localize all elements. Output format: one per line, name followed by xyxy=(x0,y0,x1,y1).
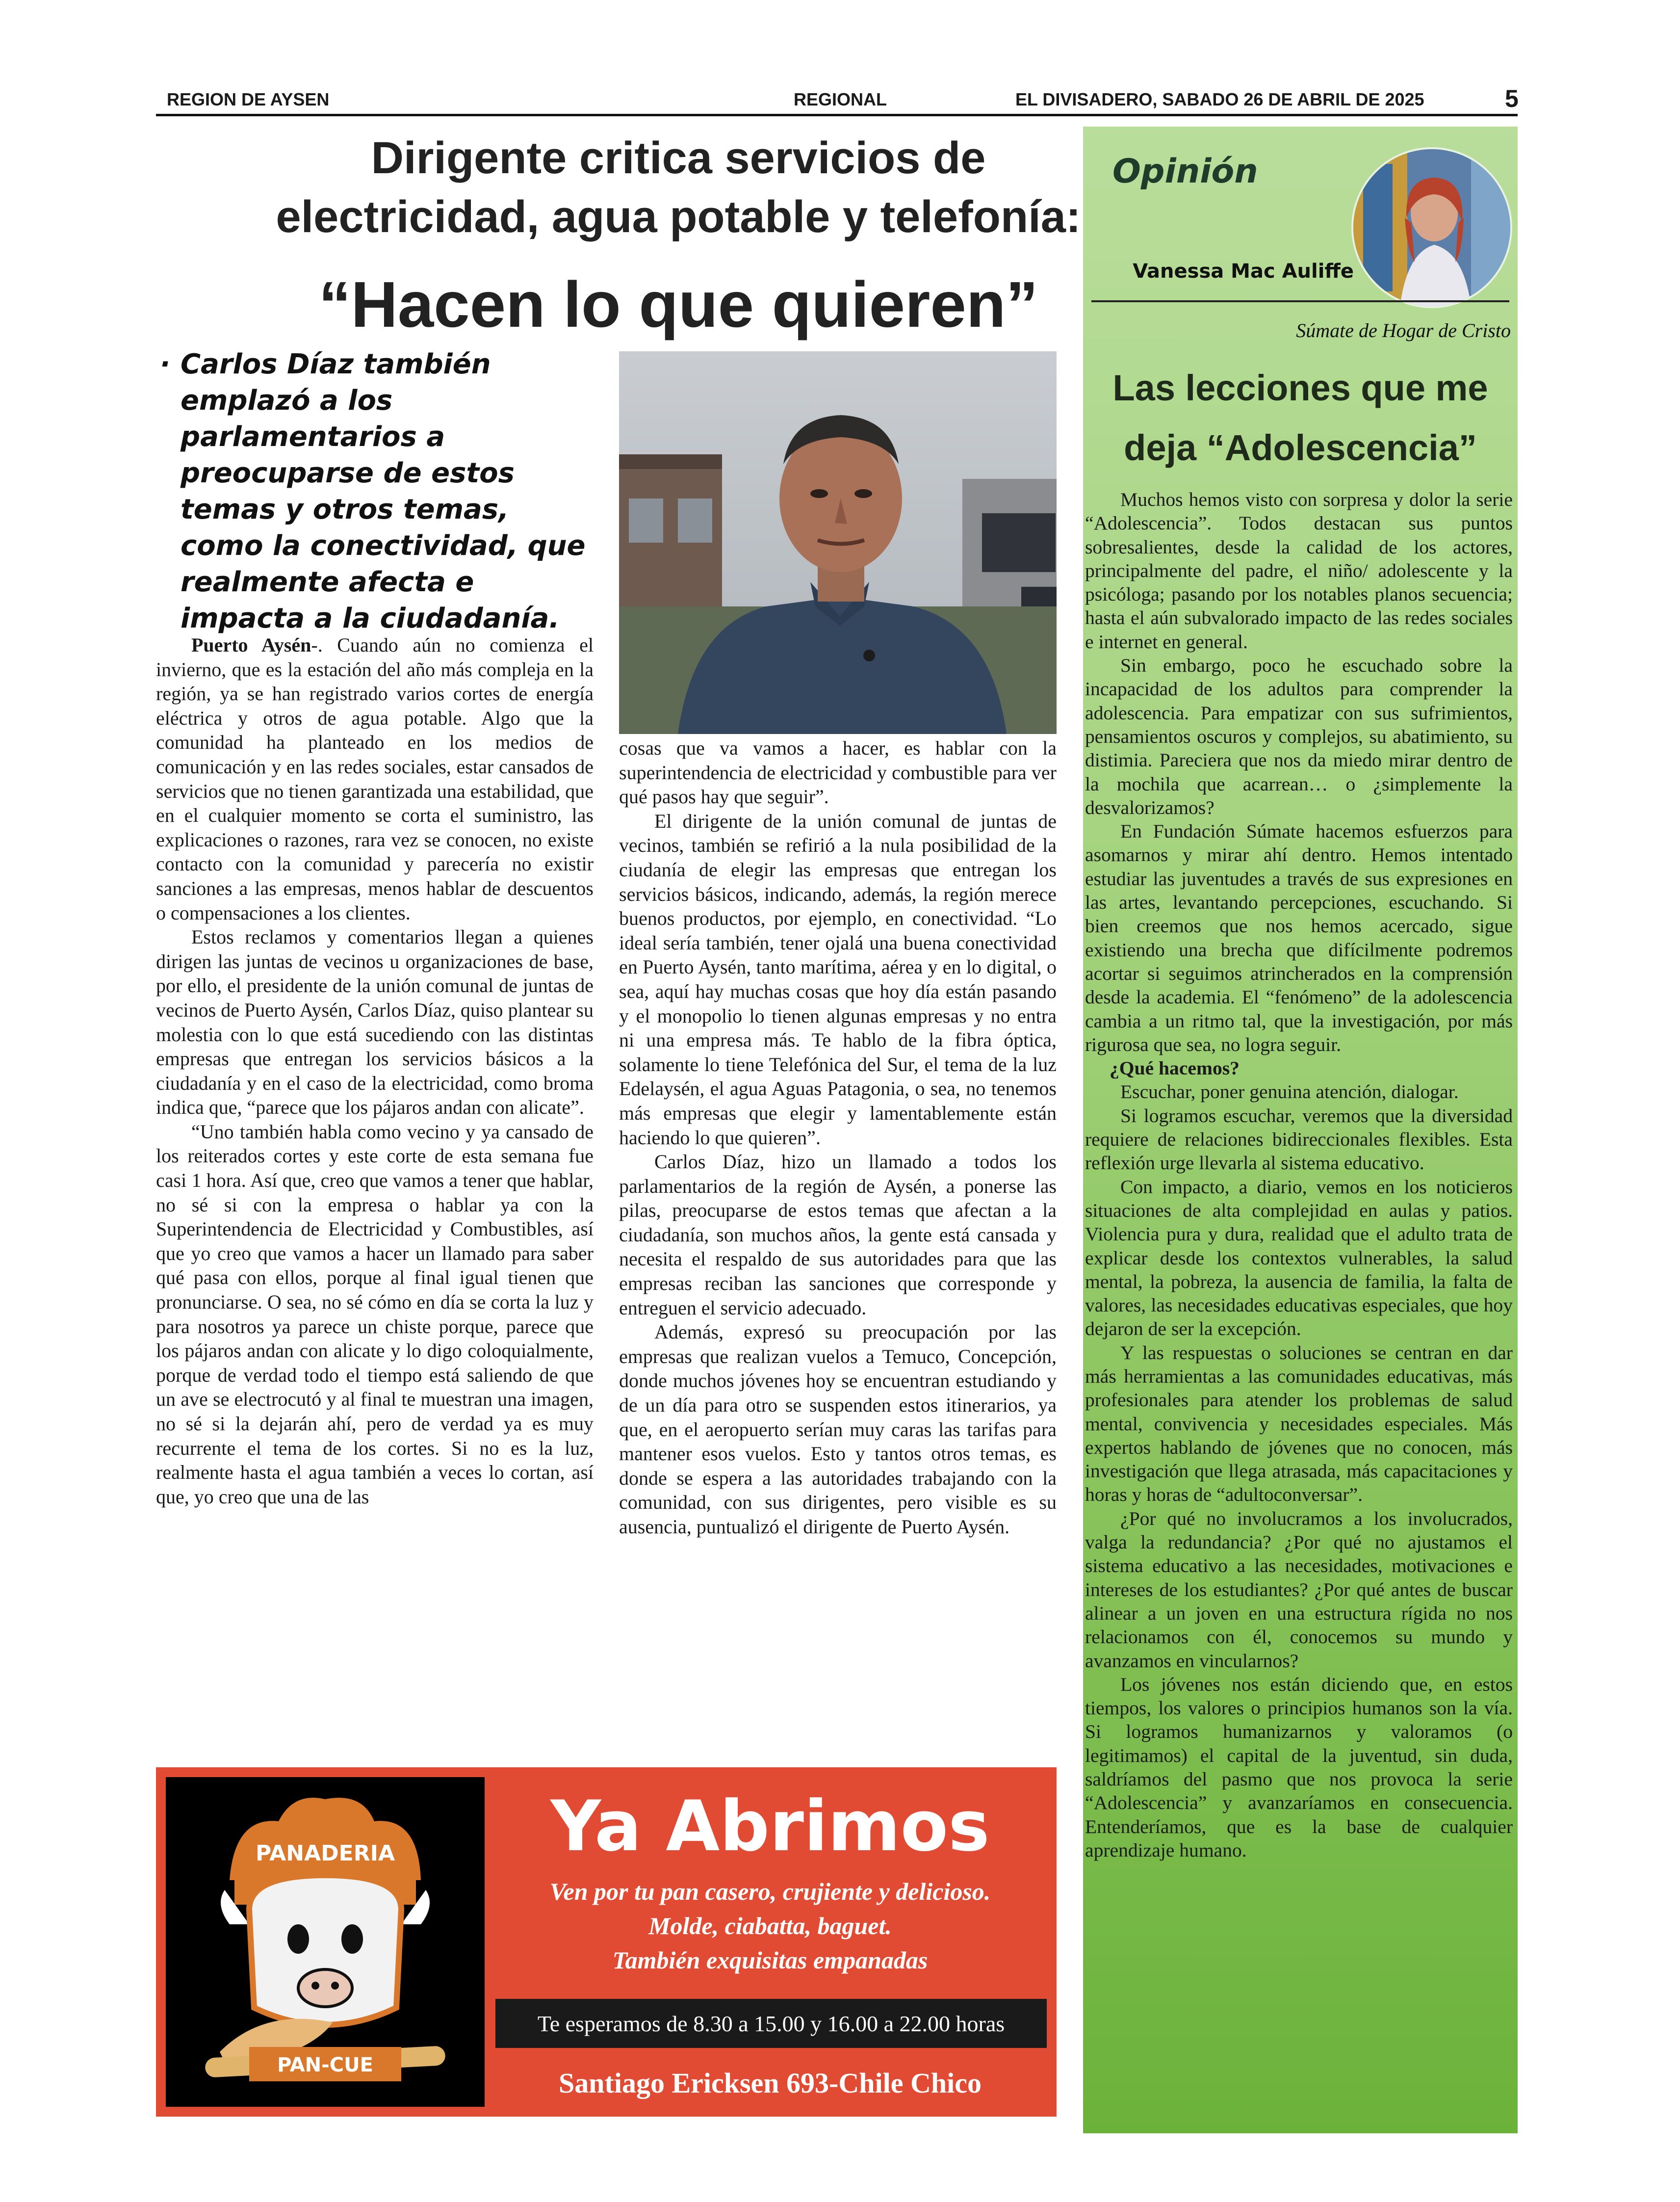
bullet-icon: · xyxy=(160,348,171,380)
section-category: REGIONAL xyxy=(794,89,887,109)
bakery-logo xyxy=(166,1777,485,2107)
author-portrait xyxy=(1351,147,1512,308)
opinion-paragraph-7: Y las respuestas o soluciones se centran en dar más herramientas a las comunidades educativas, más profesionales para atender los problemas de salud mental, convivencia y necesidades especiales. Más expertos hablando de jóvenes que no conocen, más investigación que llega atrasada, más capacitaciones y horas y horas de “adultoconversar”. xyxy=(1085,1341,1513,1506)
section-label: REGION DE AYSEN xyxy=(167,89,330,109)
opinion-paragraph-9: Los jóvenes nos están diciendo que, en estos tiempos, los valores o principios humanos son la vía. Si logramos humanizarnos y valoramos (o legitimamos) el capital de la juventud, sin duda, saldríamos del pasmo que nos provoca la serie “Adolescencia” y avanzaríamos en consecuencia. Entenderíamos, que es la base de cualquier aprendizaje humano. xyxy=(1085,1673,1513,1861)
paragraph-3: “Uno también habla como vecino y ya cansado de los reiterados cortes y este corte de esta semana fue casi 1 hora. Así que, creo que vamos a tener que hablar, no sé si con la empresa o hablar ya con la Superintendencia de Electricidad y Combustibles, así que yo creo que vamos a hacer un llamado para saber qué pasa con ellos, porque al final igual tienen que pronunciarse. O sea, no sé cómo en día se corta la luz y para nosotros ya parece un chiste porque, parece que los pájaros andan con alicate y lo digo coloquialmente, porque de verdad todo el tiempo está saliendo de que un ave se electrocutó y al final te muestran una imagen, no sé si la dejarán ahí, pero de verdad ya es muy recurrente el tema de los cortes. Si no es la luz, realmente hasta el agua también a veces lo cortan, así que, yo creo que una de las xyxy=(156,1120,594,1508)
opinion-paragraph-3: En Fundación Súmate hacemos esfuerzos para asomarnos y mirar ahí dentro. Hemos intentado estudiar las juventudes a través de sus expresiones en las artes, levantando percepciones, escuchando. Si bien creemos que nos hemos acercado, sigue existiendo una brecha que difícilmente podremos acortar si seguimos atrincherados en la comprensión desde la academia. El “fenómeno” de la adolescencia cambia a un ritmo tal, que la investigación, por más rigurosa que sea, no logra seguir. xyxy=(1085,820,1513,1055)
paragraph-5: El dirigente de la unión comunal de juntas de vecinos, también se refirió a la nula posibilidad de la ciudanía de elegir las empresas que entregan los servicios básicos, indicando, además, la región merece buenos productos, por ejemplo, en conectividad. “Lo ideal sería también, tener ojalá una buena conectividad en Puerto Aysén, tanto marítima, aérea y en lo digital, o sea, aquí hay muchas cosas que hoy día están pasando y el monopolio lo tienen algunas empresas y no entra ni una empresa más. Te hablo de la fibra óptica, solamente lo tiene Telefónica del Sur, el tema de la luz Edelaysén, el agua Aguas Patagonia, o sea, no tenemos más empresas que elegir y lamentablemente están haciendo lo que quieren”. xyxy=(619,810,1057,1149)
paragraph-1-text: -. Cuando aún no comienza el invierno, que es la estación del año más compleja en la región, ya se han registrado varios cortes de energía eléctrica y otros de agua potable. Algo que la comunidad ha planteado en los medios de comunicación y en las redes sociales, estar cansados de servicios que no tienen garantizada una estabilidad, que en el cualquier momento se corta el suministro, las explicaciones o razones, rara vez se conocen, no existe contacto con la comunidad y parecería no existir sanciones a las empresas, menos hablar de descuentos o compensaciones a los clientes. xyxy=(156,634,594,924)
opinion-title-line-2: deja “Adolescencia” xyxy=(1124,427,1477,468)
opinion-paragraph-5: Si logramos escuchar, veremos que la diversidad requiere de relaciones bidireccionales flexibles. Esta reflexión urge llevarla al sistema educativo. xyxy=(1085,1104,1513,1174)
page-number: 5 xyxy=(1505,85,1519,112)
headline-quote: “Hacen lo que quieren” xyxy=(318,268,1038,341)
opinion-paragraph-6: Con impacto, a diario, vemos en los noticieros situaciones de alta complejidad en aulas y patios. Violencia pura y dura, realidad que el adulto trata de explicar desde los contextos vulnerables, la salud mental, la pobreza, la ausencia de familia, la falta de valores, las necesidades educativas especiales, que hoy dejaron de ser la excepción. xyxy=(1085,1176,1513,1340)
author-organization: Súmate de Hogar de Cristo xyxy=(1296,319,1511,341)
ad-line-3: También exquisitas empanadas xyxy=(612,1946,928,1974)
paragraph-6: Carlos Díaz, hizo un llamado a todos los parlamentarios de la región de Aysén, a ponerse las pilas, preocuparse de estos temas que afectan a la ciudadanía, son muchos años, la gente está cansada y necesita el respaldo de sus autoridades para que las empresas reciban las sanciones que corresponde y entreguen el servicio adecuado. xyxy=(619,1151,1057,1319)
author-portrait-illustration xyxy=(1353,149,1510,306)
opinion-paragraph-2: Sin embargo, poco he escuchado sobre la incapacidad de los adultos para comprender la adolescencia. Para empatizar con sus sufrimientos, pensamientos oscuros y complejos, su abatimiento, su distimia. Pareciera que nos da miedo mirar dentro de la mochila que acarrean… o ¿simplemente la desvalorizamos? xyxy=(1085,655,1513,818)
opinion-paragraph-1: Muchos hemos visto con sorpresa y dolor la serie “Adolescencia”. Todos destacan sus puntos sobresalientes, desde la calidad de los actores, principalmente del padre, el niño/ adolescente y la psicóloga; pasando por los notables planos secuencia; hasta el aún subvalorado impacto de las redes sociales e internet en general. xyxy=(1085,489,1513,653)
ad-headline: Ya Abrimos xyxy=(550,1786,990,1867)
opinion-rule xyxy=(1091,300,1509,302)
portrait-photo-illustration xyxy=(619,351,1057,734)
paragraph-2: Estos reclamos y comentarios llegan a quienes dirigen las juntas de vecinos u organizaciones de base, por ello, el presidente de la unión comunal de juntas de vecinos de Puerto Aysén, Carlos Díaz, quiso plantear su molestia con lo que está sucediendo con las distintas empresas que entregan los servicios básicos a la ciudadanía y en el caso de la electricidad, como broma indica que, “parece que los pájaros andan con alicate”. xyxy=(156,926,594,1119)
article-column-1 xyxy=(156,633,594,1509)
headline xyxy=(156,129,1201,246)
headline-line-2: electricidad, agua potable y telefonía: xyxy=(276,192,1081,242)
lead-summary xyxy=(156,346,597,637)
opinion-subhead: ¿Qué hacemos? xyxy=(1110,1057,1240,1079)
opinion-label: Opinión xyxy=(1112,152,1258,191)
opinion-paragraph-4: Escuchar, poner genuina atención, dialogar. xyxy=(1120,1081,1459,1103)
opinion-body xyxy=(1085,488,1513,1862)
ad-address: Santiago Ericksen 693-Chile Chico xyxy=(559,2067,982,2099)
article-photo xyxy=(619,351,1057,734)
paragraph-4: cosas que va vamos a hacer, es hablar con la superintendencia de electricidad y combustible para ver qué pasos hay que seguir”. xyxy=(619,737,1057,808)
dateline: Puerto Aysén xyxy=(191,634,311,656)
ad-line-1: Ven por tu pan casero, crujiente y delicioso. xyxy=(549,1878,991,1905)
paragraph-7: Además, expresó su preocupación por las empresas que realizan vuelos a Temuco, Concepción, donde muchos jóvenes hoy se encuentran estudiando y de un día para otro se suspenden estos itinerarios, ya que, en el aeropuerto serían muy caras las tarifas para mantener esos vuelos. Esto y tantos otros temas, es donde se espera a las autoridades trabajando con la comunidad, con sus dirigentes, pero visible es su ausencia, puntualizó el dirigente de Puerto Aysén. xyxy=(619,1321,1057,1538)
ad-line-2: Molde, ciabatta, baguet. xyxy=(648,1912,892,1940)
headline-line-1: Dirigente critica servicios de xyxy=(371,133,986,183)
lead-text: Carlos Díaz también emplazó a los parlamentarios a preocuparse de estos temas y otros temas, como la conectividad, que realmente afecta e impacta a la ciudadanía. xyxy=(181,348,586,634)
publication-date: EL DIVISADERO, SABADO 26 DE ABRIL DE 2025 xyxy=(1015,89,1424,109)
article-column-2 xyxy=(619,736,1057,1539)
opinion-author: Vanessa Mac Auliffe xyxy=(1133,260,1354,283)
ad-hours: Te esperamos de 8.30 a 15.00 y 16.00 a 22.00 horas xyxy=(537,2011,1005,2036)
logo-bottom-text: PAN-CUE xyxy=(277,2054,373,2076)
bakery-logo-illustration xyxy=(166,1777,485,2107)
header-rule xyxy=(156,114,1518,116)
opinion-title-line-1: Las lecciones que me xyxy=(1112,367,1488,408)
paragraph-1 xyxy=(156,633,594,925)
logo-top-text: PANADERIA xyxy=(255,1841,395,1866)
opinion-paragraph-8: ¿Por qué no involucramos a los involucrados, valga la redundancia? ¿Por qué no ajustamos el sistema educativo a las necesidades, motivaciones e intereses de los estudiantes? ¿Por qué antes de buscar alinear a un joven en una estructura rígida no nos relacionamos con él, conocemos su mundo y avanzamos en vincularnos? xyxy=(1085,1507,1513,1672)
